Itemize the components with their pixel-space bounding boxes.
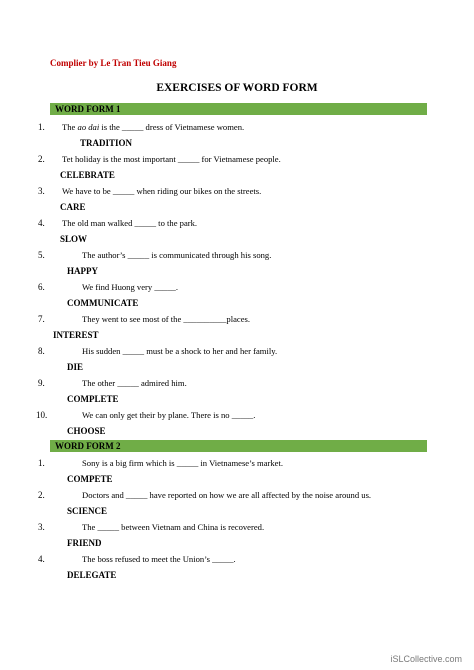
question-text: The other _____ admired him. bbox=[82, 378, 187, 388]
compiler-credit: Complier by Le Tran Tieu Giang bbox=[50, 58, 177, 68]
question-text: The old man walked _____ to the park. bbox=[62, 218, 198, 228]
question-number: 2. bbox=[38, 154, 45, 164]
question-number: 1. bbox=[38, 458, 45, 468]
question-number: 9. bbox=[38, 378, 45, 388]
question-text: Doctors and _____ have reported on how we are all affected by the noise around us. bbox=[82, 490, 372, 500]
section-header-label: WORD FORM 2 bbox=[55, 441, 121, 451]
question-text: Tet holiday is the most important _____ for Vietnamese people. bbox=[62, 154, 281, 164]
question-text: The _____ between Vietnam and China is recovered. bbox=[82, 522, 265, 532]
question-text: We can only get their by plane. There is no _____. bbox=[82, 410, 256, 420]
keyword: SCIENCE bbox=[67, 506, 108, 516]
keyword: CELEBRATE bbox=[60, 170, 115, 180]
question-text: The boss refused to meet the Union’s _____. bbox=[82, 554, 236, 564]
keyword: TRADITION bbox=[80, 138, 133, 148]
section-header-word-form-1 bbox=[50, 103, 427, 115]
question-number: 1. bbox=[38, 122, 45, 132]
question-number: 2. bbox=[38, 490, 45, 500]
keyword: DIE bbox=[67, 362, 84, 372]
section-header-label: WORD FORM 1 bbox=[55, 104, 121, 114]
question-number: 5. bbox=[38, 250, 45, 260]
question-text: His sudden _____ must be a shock to her and her family. bbox=[82, 346, 278, 356]
section-header-word-form-2 bbox=[50, 440, 427, 452]
keyword: SLOW bbox=[60, 234, 88, 244]
keyword: INTEREST bbox=[53, 330, 99, 340]
keyword: COMMUNICATE bbox=[67, 298, 139, 308]
page-title: EXERCISES OF WORD FORM bbox=[156, 82, 318, 94]
question-text: We have to be _____ when riding our bikes on the streets. bbox=[62, 186, 262, 196]
question-text: The author’s _____ is communicated through his song. bbox=[82, 250, 272, 260]
question-number: 3. bbox=[38, 186, 45, 196]
question-text: The ao dai is the _____ dress of Vietnamese women. bbox=[62, 122, 245, 132]
question-number: 10. bbox=[36, 410, 48, 420]
keyword: HAPPY bbox=[67, 266, 98, 276]
question-text: Sony is a big firm which is _____ in Vietnamese’s market. bbox=[82, 458, 284, 468]
question-number: 3. bbox=[38, 522, 45, 532]
keyword: COMPETE bbox=[67, 474, 113, 484]
keyword: COMPLETE bbox=[67, 394, 119, 404]
keyword: CARE bbox=[60, 202, 86, 212]
question-number: 7. bbox=[38, 314, 45, 324]
question-number: 6. bbox=[38, 282, 45, 292]
watermark: iSLCollective.com bbox=[390, 654, 462, 664]
question-number: 4. bbox=[38, 554, 45, 564]
question-number: 4. bbox=[38, 218, 45, 228]
question-text: They went to see most of the __________places. bbox=[82, 314, 251, 324]
keyword: DELEGATE bbox=[67, 570, 117, 580]
keyword: FRIEND bbox=[67, 538, 102, 548]
question-number: 8. bbox=[38, 346, 45, 356]
keyword: CHOOSE bbox=[67, 426, 106, 436]
question-text: We find Huong very _____. bbox=[82, 282, 178, 292]
